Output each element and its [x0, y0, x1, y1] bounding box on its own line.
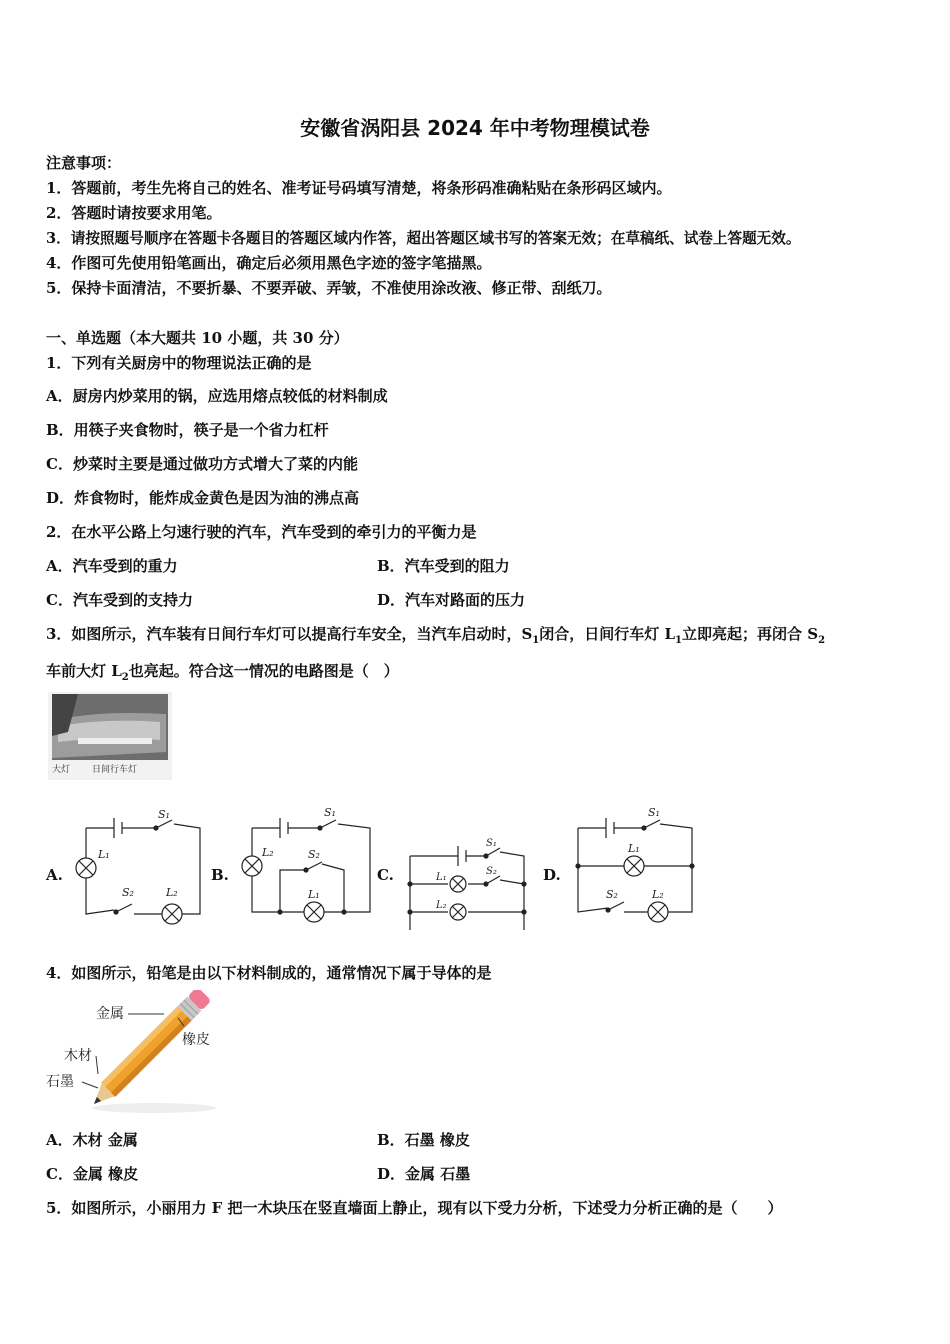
car-headlight-photo: [48, 692, 172, 780]
notice-item: 3．请按照题号顺序在答题卡各题目的答题区域内作答，超出答题区域书写的答案无效；在草稿纸、试卷上答题无效。: [46, 230, 801, 247]
svg-text:S₁: S₁: [158, 808, 170, 821]
q2-option-d: D．汽车对路面的压力: [377, 591, 526, 609]
svg-text:S₁: S₁: [486, 838, 497, 849]
question-3-stem-cont: 车前大灯 $L_2$也亮起。符合这一情况的电路图是（ ）: [46, 662, 399, 683]
svg-text:L₁: L₁: [98, 848, 110, 861]
circuit-option-b-label[interactable]: B.: [211, 866, 229, 884]
question-5-stem: 5．如图所示，小丽用力 F 把一木块压在竖直墙面上静止，现有以下受力分析，下述受力分析正确的是（ ）: [46, 1199, 783, 1217]
notice-item: 4．作图可先使用铅笔画出，确定后必须用黑色字迹的签字笔描黑。: [46, 254, 492, 272]
page-title: 安徽省涡阳县 2024 年中考物理模试卷: [300, 116, 650, 140]
svg-text:S₂: S₂: [308, 848, 320, 861]
notice-item: 1．答题前，考生先将自己的姓名、准考证号码填写清楚，将条形码准确粘贴在条形码区域内。: [46, 179, 672, 197]
q4-option-d: D．金属 石墨: [377, 1165, 471, 1183]
pencil-label-graphite: 石墨: [46, 1074, 74, 1090]
q1-option-b: B．用筷子夹食物时，筷子是一个省力杠杆: [46, 421, 329, 439]
svg-text:L₂: L₂: [262, 846, 274, 859]
q4-option-b: B．石墨 橡皮: [377, 1131, 470, 1149]
svg-text:S₂: S₂: [486, 866, 497, 877]
svg-text:S₁: S₁: [324, 806, 336, 819]
svg-text:L₂: L₂: [436, 900, 447, 911]
circuit-diagram-a[interactable]: [70, 806, 206, 928]
pencil-label-wood: 木材: [64, 1048, 92, 1064]
circuit-option-a-label[interactable]: A.: [46, 866, 63, 884]
svg-text:S₂: S₂: [122, 886, 134, 899]
notice-item: 5．保持卡面清洁，不要折暴、不要弄破、弄皱，不准使用涂改液、修正带、刮纸刀。: [46, 279, 612, 297]
question-1-stem: 1．下列有关厨房中的物理说法正确的是: [46, 354, 312, 372]
question-2-stem: 2．在水平公路上匀速行驶的汽车，汽车受到的牵引力的平衡力是: [46, 523, 477, 541]
photo-label-headlight: 大灯: [52, 765, 71, 775]
q1-option-d: D．炸食物时，能炸成金黄色是因为油的沸点高: [46, 489, 360, 507]
q2-option-a: A．汽车受到的重力: [46, 557, 178, 575]
q2-option-c: C．汽车受到的支持力: [46, 591, 193, 609]
question-4-stem: 4．如图所示，铅笔是由以下材料制成的，通常情况下属于导体的是: [46, 964, 492, 982]
circuit-diagram-d[interactable]: [572, 802, 704, 930]
q1-option-c: C．炒菜时主要是通过做功方式增大了菜的内能: [46, 455, 358, 473]
svg-text:S₂: S₂: [606, 888, 618, 901]
svg-text:L₂: L₂: [166, 886, 178, 899]
photo-label-daylight: 日间行车灯: [92, 765, 138, 775]
svg-text:L₂: L₂: [652, 888, 664, 901]
notice-heading: 注意事项：: [46, 154, 122, 172]
q4-option-a: A．木材 金属: [46, 1131, 138, 1149]
svg-text:L₁: L₁: [308, 888, 320, 901]
pencil-label-metal: 金属: [96, 1006, 124, 1022]
svg-text:L₁: L₁: [628, 842, 640, 855]
q1-option-a: A．厨房内炒菜用的锅，应选用熔点较低的材料制成: [46, 387, 388, 405]
svg-text:S₁: S₁: [648, 806, 660, 819]
q4-option-c: C．金属 橡皮: [46, 1165, 139, 1183]
circuit-option-c-label[interactable]: C.: [377, 866, 394, 884]
circuit-diagram-b[interactable]: [236, 802, 374, 924]
question-3-stem: 3．如图所示，汽车装有日间行车灯可以提高行车安全，当汽车启动时，$S_1$闭合，日间行车灯 $L_1$立即亮起；再闭合 $S_2$: [46, 625, 826, 646]
notice-item: 2．答题时请按要求用笔。: [46, 204, 222, 222]
circuit-diagram-c[interactable]: [406, 834, 528, 930]
pencil-diagram: [44, 990, 234, 1116]
pencil-label-eraser: 橡皮: [182, 1032, 210, 1048]
q2-option-b: B．汽车受到的阻力: [377, 557, 510, 575]
svg-text:L₁: L₁: [436, 872, 447, 883]
circuit-option-d-label[interactable]: D.: [543, 866, 561, 884]
section-heading: 一、单选题（本大题共 10 小题，共 30 分）: [46, 329, 349, 347]
